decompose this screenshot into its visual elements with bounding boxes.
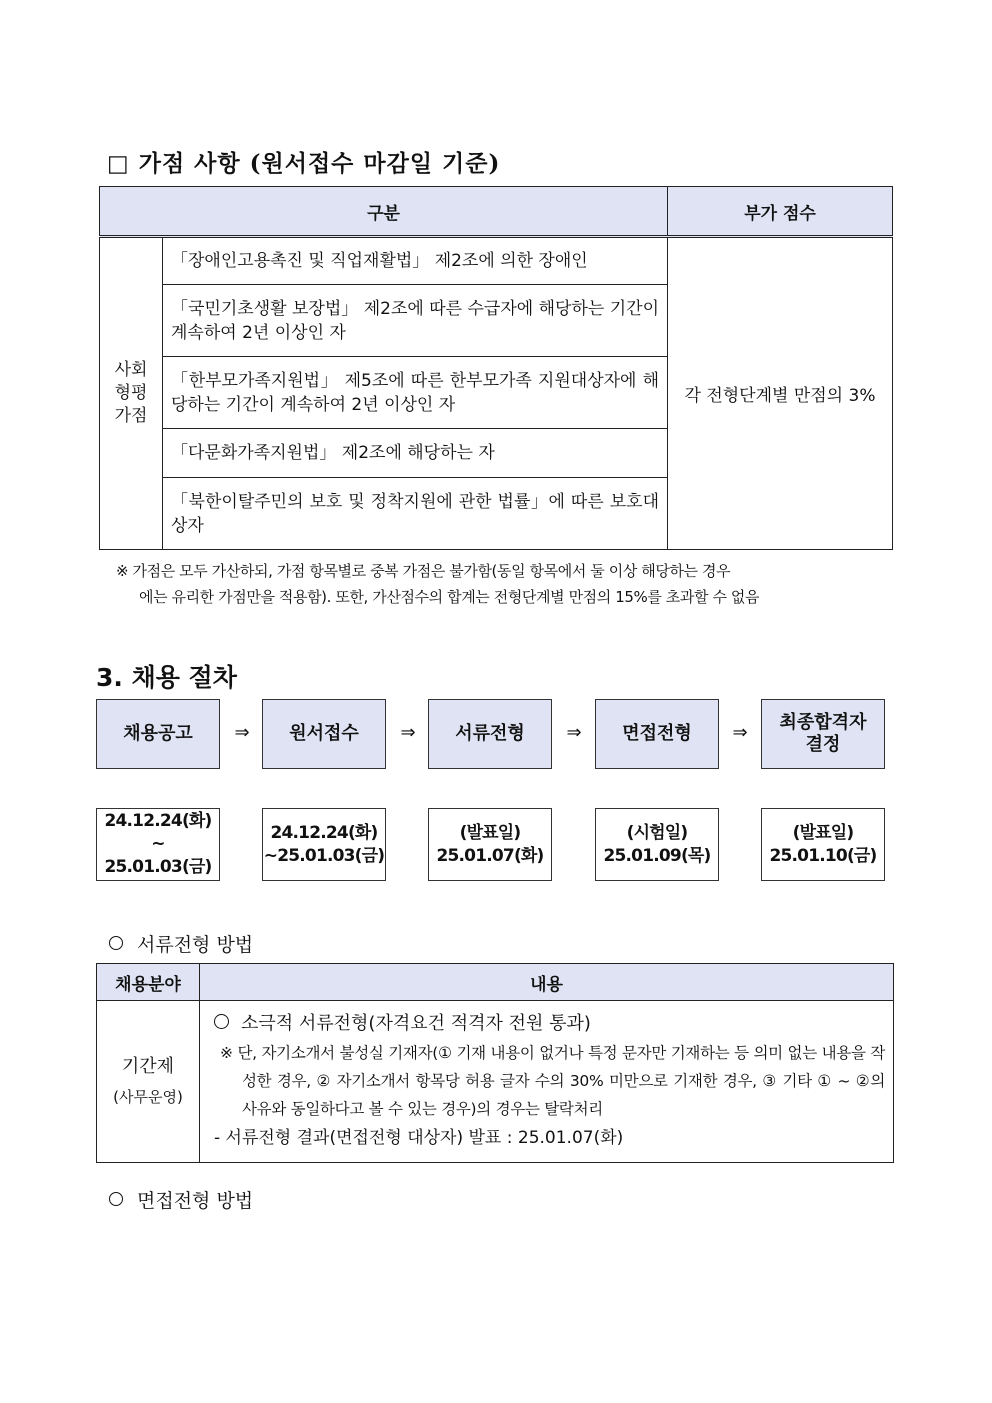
circle-bullet-icon: [109, 936, 123, 950]
step-box: 최종합격자 결정: [761, 699, 885, 769]
arrow-icon: ⇒: [234, 722, 250, 743]
step-box: 원서접수: [262, 699, 386, 769]
header-category: 구분: [100, 187, 668, 237]
bonus-item: 「장애인고용촉진 및 직업재활법」 제2조에 의한 장애인: [163, 237, 668, 285]
category-cell: 사회 형평 가점: [100, 237, 163, 550]
header-content: 내용: [200, 964, 894, 1001]
arrow-icon: ⇒: [566, 722, 582, 743]
screening-result: - 서류전형 결과(면접전형 대상자) 발표 : 25.01.07(화): [214, 1127, 624, 1148]
date-box: (발표일) 25.01.10(금): [761, 808, 885, 881]
circle-bullet-icon: [214, 1014, 229, 1029]
date-box: (발표일) 25.01.07(화): [428, 808, 552, 881]
screening-line1: 소극적 서류전형(자격요건 적격자 전원 통과): [214, 1009, 885, 1039]
document-screening-title: 서류전형 방법: [137, 934, 254, 956]
bonus-item: 「국민기초생활 보장법」 제2조에 따른 수급자에 해당하는 기간이 계속하여 2년 이상인 자: [163, 285, 668, 357]
arrow-icon: ⇒: [732, 722, 748, 743]
step-box: 채용공고: [96, 699, 220, 769]
circle-bullet-icon: [109, 1192, 123, 1206]
bonus-item: 「한부모가족지원법」 제5조에 따른 한부모가족 지원대상자에 해당하는 기간이 계속하여 2년 이상인 자: [163, 357, 668, 429]
date-box: (시험일) 25.01.09(목): [595, 808, 719, 881]
procedure-title: 3. 채용 절차: [96, 663, 237, 692]
bonus-table: [99, 186, 893, 550]
bonus-note-line1: ※ 가점은 모두 가산하되, 가점 항목별로 중복 가점은 불가함(동일 항목에서 둘 이상 해당하는 경우: [116, 562, 731, 580]
bonus-note-line2: 에는 유리한 가점만을 적용함). 또한, 가산점수의 합계는 전형단계별 만점의 15%를 초과할 수 없음: [139, 588, 760, 606]
screening-table: [96, 963, 894, 1163]
arrow-icon: ⇒: [400, 722, 416, 743]
step-box: 서류전형: [428, 699, 552, 769]
bonus-item: 「북한이탈주민의 보호 및 정착지원에 관한 법률」에 따른 보호대상자: [163, 478, 668, 550]
interview-heading: [109, 1186, 253, 1213]
screening-note: ※ 단, 자기소개서 불성실 기재자(① 기재 내용이 없거나 특정 문자만 기재하는 등 의미 없는 내용을 작성한 경우, ② 자기소개서 항목당 허용 글자 수의 30% 미만으로 기재한 경우, ③ 기타 ① ~ ②의 사유와 동일하다고 볼 수 있는 경우)의 경우는 탈락처리: [220, 1043, 885, 1118]
bonus-note: [116, 558, 898, 610]
field-name: 기간제: [121, 1055, 175, 1077]
score-cell: 각 전형단계별 만점의 3%: [668, 237, 893, 550]
step-box: 면접전형: [595, 699, 719, 769]
interview-title: 면접전형 방법: [137, 1190, 254, 1212]
date-box: 24.12.24(화) ~ 25.01.03(금): [96, 808, 220, 881]
date-box: 24.12.24(화) ~25.01.03(금): [262, 808, 386, 881]
document-screening-heading: [109, 930, 253, 957]
bonus-section-title: □ 가점 사항 (원서접수 마감일 기준): [107, 150, 501, 177]
header-score: 부가 점수: [668, 187, 893, 237]
header-field: 채용분야: [97, 964, 200, 1001]
content-cell: [200, 1001, 894, 1163]
bonus-item: 「다문화가족지원법」 제2조에 해당하는 자: [163, 429, 668, 478]
field-cell: [97, 1001, 200, 1163]
field-sub: (사무운영): [113, 1087, 183, 1106]
